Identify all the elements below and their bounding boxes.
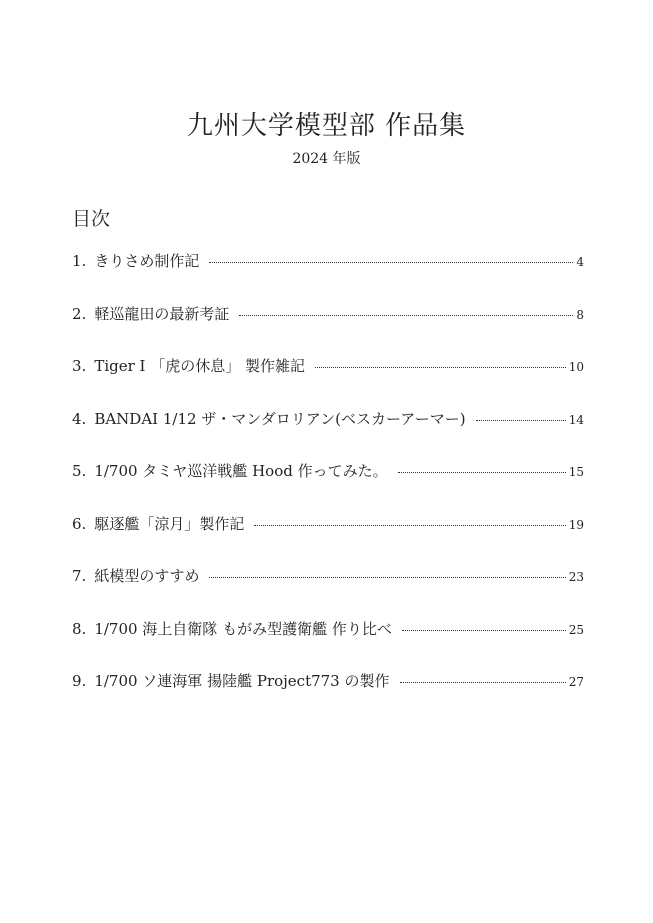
toc-item-title: 紙模型のすすめ	[94, 567, 200, 585]
toc-item-title: BANDAI 1/12 ザ・マンダロリアン(ベスカーアーマー)	[94, 409, 466, 428]
toc-item-title: 1/700 海上自衛隊 もがみ型護衛艦 作り比べ	[94, 619, 392, 638]
toc-item-number: 9.	[72, 672, 87, 690]
toc-item-page: 27	[568, 675, 584, 689]
toc-item-page: 8	[576, 307, 584, 322]
toc-item-page: 23	[568, 570, 584, 584]
toc-item-number: 2.	[72, 304, 87, 323]
toc-item[interactable]	[72, 618, 584, 671]
toc-item-page: 19	[568, 517, 584, 532]
toc-dot-leader	[254, 525, 565, 526]
toc-item-page: 14	[568, 412, 584, 427]
toc-item-title: 1/700 タミヤ巡洋戦艦 Hood 作ってみた。	[94, 462, 388, 480]
toc-dot-leader	[209, 577, 565, 578]
toc-item-title: きりさめ制作記	[94, 252, 200, 270]
document-title: 九州大学模型部 作品集	[186, 111, 467, 142]
toc-item[interactable]	[72, 303, 584, 356]
table-of-contents	[72, 250, 584, 723]
toc-item-number: 6.	[72, 514, 87, 533]
toc-item-title: 1/700 ソ連海軍 揚陸艦 Project773 の製作	[94, 672, 390, 690]
document-subtitle: 2024 年版	[292, 151, 361, 167]
toc-item[interactable]	[72, 460, 584, 513]
toc-item[interactable]	[72, 355, 584, 408]
toc-item[interactable]	[72, 670, 584, 723]
toc-item-page: 4	[576, 255, 584, 269]
toc-item[interactable]	[72, 250, 584, 303]
toc-heading: 目次	[72, 208, 111, 230]
toc-dot-leader	[239, 315, 573, 316]
toc-item-number: 5.	[72, 462, 87, 480]
toc-dot-leader	[400, 682, 566, 683]
toc-item-title: 駆逐艦「涼月」製作記	[94, 514, 245, 533]
toc-dot-leader	[209, 262, 573, 263]
toc-item[interactable]	[72, 565, 584, 618]
toc-item-number: 3.	[72, 357, 87, 375]
toc-item-title: 軽巡龍田の最新考証	[94, 304, 230, 323]
toc-item-title: Tiger I 「虎の休息」 製作雑記	[94, 357, 305, 375]
toc-dot-leader	[315, 367, 566, 368]
toc-item-number: 7.	[72, 567, 87, 585]
toc-item-number: 4.	[72, 409, 87, 428]
toc-dot-leader	[402, 630, 566, 631]
toc-dot-leader	[398, 472, 566, 473]
toc-item-number: 1.	[72, 252, 87, 270]
toc-item-page: 15	[568, 465, 584, 479]
toc-dot-leader	[476, 420, 566, 421]
toc-item-page: 10	[568, 360, 584, 374]
toc-item-number: 8.	[72, 619, 87, 638]
toc-item-page: 25	[568, 622, 584, 637]
toc-item[interactable]	[72, 408, 584, 461]
toc-item[interactable]	[72, 513, 584, 566]
